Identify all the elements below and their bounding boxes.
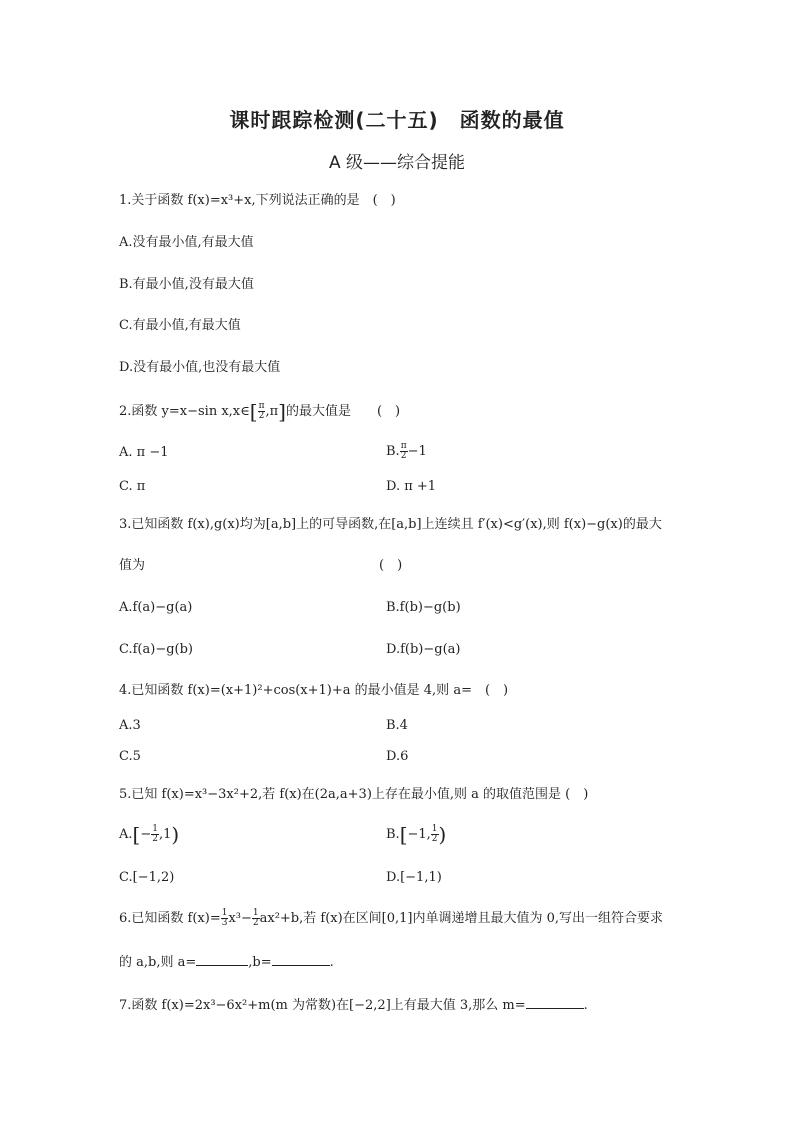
q2-option-b (386, 442, 427, 461)
q5-option-b-fraction (431, 825, 439, 844)
q5-option-a-pre: A. (119, 827, 133, 842)
q5-option-b-start: −1, (407, 827, 431, 842)
q2-interval-num: π (258, 401, 265, 411)
q7-stem (119, 996, 588, 1015)
q2-bracket-close: ] (278, 399, 286, 424)
q6-f1-den: 3 (221, 918, 228, 928)
q5-option-a-fraction (151, 825, 159, 844)
q3-option-c: C.f(a)−g(b) (119, 642, 194, 657)
q2-option-b-num: π (400, 441, 407, 451)
q5-option-a (119, 822, 180, 847)
q3-stem: 3.已知函数 f(x),g(x)均为[a,b]上的可导函数,在[a,b]上连续且 f′(x)<g′(x),则 f(x)−g(x)的最大 (119, 517, 662, 532)
q1-option-d: D.没有最小值,也没有最大值 (119, 360, 281, 375)
q2-option-b-den: 2 (400, 451, 407, 461)
q3-option-a: A.f(a)−g(a) (119, 600, 193, 615)
q2-stem (119, 399, 401, 424)
q2-option-a: A. π −1 (119, 445, 169, 460)
q7-stem-end: . (583, 998, 588, 1013)
q6-cont-mid: ,b= (248, 955, 272, 970)
q5-option-a-den: 2 (152, 834, 158, 844)
q4-option-d: D.6 (386, 749, 409, 764)
q3-option-b: B.f(b)−g(b) (386, 600, 461, 615)
q5-option-a-end: ,1 (158, 827, 172, 842)
q6-stem-pre: 6.已知函数 f(x)= (119, 911, 221, 926)
q5-stem: 5.已知 f(x)=x³−3x²+2,若 f(x)在(2a,a+3)上存在最小值,则 a 的取值范围是 ( ) (119, 787, 589, 802)
q6-f1-num: 1 (221, 908, 228, 918)
q6-cont-end: . (329, 955, 334, 970)
q6-stem-cont (119, 953, 334, 972)
q6-stem-post: ax²+b,若 f(x)在区间[0,1]内单调递增且最大值为 0,写出一组符合要求 (259, 911, 664, 926)
q6-f2-num: 1 (252, 908, 259, 918)
q2-stem-post: 的最大值是 ( ) (285, 404, 401, 419)
q6-f2-den: 2 (252, 918, 259, 928)
q3-option-d: D.f(b)−g(a) (386, 642, 461, 657)
q7-answer-blank[interactable] (526, 996, 584, 1009)
q6-mid: x³− (228, 911, 252, 926)
q5-option-b-pre: B. (386, 827, 400, 842)
q2-option-b-post: −1 (407, 444, 427, 459)
q5-option-a-open: [ (132, 822, 141, 847)
q6-answer-b-blank[interactable] (272, 953, 330, 966)
q5-option-a-start: − (140, 827, 152, 842)
q1-option-a: A.没有最小值,有最大值 (119, 235, 254, 250)
q5-option-a-close: ) (171, 822, 180, 847)
q4-stem: 4.已知函数 f(x)=(x+1)²+cos(x+1)+a 的最小值是 4,则 a= ( ) (119, 683, 509, 698)
section-subtitle: A 级——综合提能 (328, 153, 466, 173)
q2-option-b-fraction (400, 442, 408, 461)
q5-option-d: D.[−1,1) (386, 870, 442, 885)
q5-option-b-open: [ (399, 822, 408, 847)
q1-stem: 1.关于函数 f(x)=x³+x,下列说法正确的是 ( ) (119, 193, 396, 208)
q2-option-d: D. π +1 (386, 479, 437, 494)
q5-option-b-den: 2 (431, 834, 438, 844)
q6-fraction-2 (252, 909, 260, 928)
q5-option-c: C.[−1,2) (119, 870, 175, 885)
q2-option-b-pre: B. (386, 444, 400, 459)
q1-option-b: B.有最小值,没有最大值 (119, 277, 254, 292)
q6-cont-pre: 的 a,b,则 a= (119, 955, 197, 970)
q2-interval-end: ,π (265, 404, 279, 419)
q5-option-b-close: ) (438, 822, 447, 847)
page-title: 课时跟踪检测(二十五) 函数的最值 (229, 108, 565, 132)
q6-answer-a-blank[interactable] (196, 953, 248, 966)
q2-bracket-open: [ (249, 399, 258, 424)
q6-stem (119, 909, 663, 928)
q4-option-a: A.3 (119, 718, 141, 733)
q4-option-b: B.4 (386, 718, 408, 733)
q1-option-c: C.有最小值,有最大值 (119, 318, 241, 333)
q4-option-c: C.5 (119, 749, 141, 764)
q5-option-b-num: 1 (431, 824, 438, 834)
q3-stem-cont: 值为 ( ) (119, 558, 403, 573)
q5-option-a-num: 1 (152, 824, 158, 834)
q2-interval-den: 2 (258, 411, 265, 421)
q2-option-c: C. π (119, 479, 146, 494)
q2-stem-pre: 2.函数 y=x−sin x,x∈ (119, 404, 250, 419)
q5-option-b (386, 822, 447, 847)
q7-stem-pre: 7.函数 f(x)=2x³−6x²+m(m 为常数)在[−2,2]上有最大值 3,那么 m= (119, 998, 526, 1013)
